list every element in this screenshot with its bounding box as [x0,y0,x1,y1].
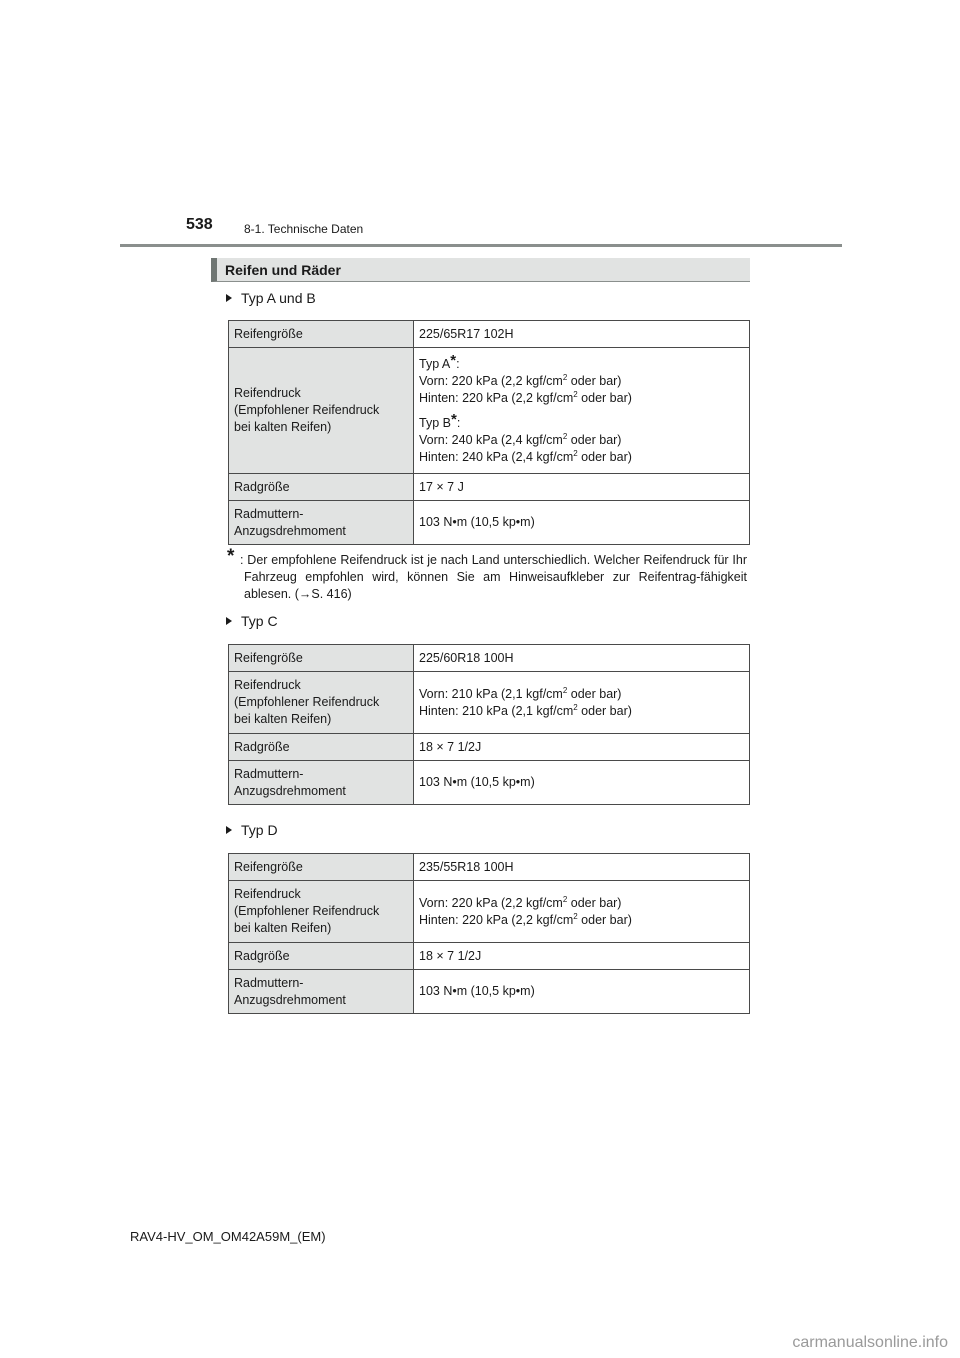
spec-table-d [228,853,750,1014]
superscript: 2 [573,702,578,712]
table-row [229,943,750,970]
row-label: Radmuttern- Anzugsdrehmoment [229,761,414,805]
triangle-bullet-icon [226,294,232,302]
table-row [229,474,750,501]
header-rule [120,244,842,247]
row-value: 235/55R18 100H [414,854,750,881]
pressure-front: Vorn: 220 kPa (2,2 kgf/cm [419,373,563,388]
pressure-front: Vorn: 210 kPa (2,1 kgf/cm [419,686,563,701]
table-row [229,761,750,805]
variant-heading-d [226,822,278,838]
row-label: Reifengröße [229,645,414,672]
row-value: 225/65R17 102H [414,321,750,348]
chapter-title: 8-1. Technische Daten [244,222,364,236]
row-value: 17 × 7 J [414,474,750,501]
superscript: 2 [573,911,578,921]
pressure-rear: Hinten: 220 kPa (2,2 kgf/cm [419,390,574,405]
superscript: 2 [562,372,568,382]
row-value [414,881,750,943]
type-label: Typ B [419,415,451,430]
row-label: Radgröße [229,474,414,501]
triangle-bullet-icon [226,826,232,834]
row-label: Reifengröße [229,321,414,348]
unit-tail: oder bar) [567,432,622,447]
unit-tail: oder bar) [577,390,632,405]
variant-heading-ab [226,290,316,306]
variant-label: Typ D [241,822,278,838]
spec-table-ab [228,320,750,545]
row-label: Radgröße [229,734,414,761]
row-label: Radgröße [229,943,414,970]
type-label: Typ A [419,356,451,371]
table-row [229,672,750,734]
watermark-text: carmanualsonline.info [792,1334,948,1351]
table-row [229,348,750,474]
unit-tail: oder bar) [567,686,622,701]
superscript: 2 [562,685,568,695]
superscript: 2 [573,448,578,458]
row-value: 18 × 7 1/2J [414,734,750,761]
superscript: 2 [573,389,578,399]
row-value [414,672,750,734]
unit-tail: oder bar) [577,449,632,464]
superscript: 2 [562,894,568,904]
table-row [229,321,750,348]
section-heading [211,258,750,282]
row-label: Reifendruck (Empfohlener Reifendruck bei kalten Reifen) [229,881,414,943]
row-label: Radmuttern- Anzugsdrehmoment [229,501,414,545]
footnote-text: : Der empfohlene Reifendruck ist je nach Land unterschiedlich. Welcher Reifendruck für Ihr Fahrzeug empfohlen wird, können Sie am Hinweisaufkleber zur Reifentrag-fähigkeit ablesen. (→S. 416) [240,553,747,601]
pressure-rear: Hinten: 240 kPa (2,4 kgf/cm [419,449,574,464]
row-label: Radmuttern- Anzugsdrehmoment [229,970,414,1014]
variant-label: Typ A und B [241,290,316,306]
row-value: 18 × 7 1/2J [414,943,750,970]
unit-tail: oder bar) [577,703,632,718]
pressure-group-b [419,410,744,466]
row-value: 103 N•m (10,5 kp•m) [414,761,750,805]
table-row [229,854,750,881]
pressure-rear: Hinten: 210 kPa (2,1 kgf/cm [419,703,574,718]
pressure-group-a [419,351,744,407]
footnote-asterisk: * [227,546,235,567]
pressure-rear: Hinten: 220 kPa (2,2 kgf/cm [419,912,574,927]
type-suffix: : [456,356,460,371]
table-row [229,734,750,761]
superscript: 2 [562,431,568,441]
table-row [229,645,750,672]
asterisk-mark: * [450,351,457,369]
row-label: Reifendruck (Empfohlener Reifendruck bei kalten Reifen) [229,672,414,734]
unit-tail: oder bar) [567,373,622,388]
pressure-front: Vorn: 220 kPa (2,2 kgf/cm [419,895,563,910]
table-row [229,970,750,1014]
table-row [229,501,750,545]
row-label: Reifendruck (Empfohlener Reifendruck bei kalten Reifen) [229,348,414,474]
asterisk-mark: * [450,410,457,428]
variant-label: Typ C [241,613,278,629]
row-value: 225/60R18 100H [414,645,750,672]
table-row [229,881,750,943]
pressure-front: Vorn: 240 kPa (2,4 kgf/cm [419,432,563,447]
unit-tail: oder bar) [577,912,632,927]
triangle-bullet-icon [226,617,232,625]
document-code: RAV4-HV_OM_OM42A59M_(EM) [130,1229,326,1244]
unit-tail: oder bar) [567,895,622,910]
type-suffix: : [456,415,461,430]
spec-table-c [228,644,750,805]
section-heading-text: Reifen und Räder [225,262,341,278]
footnote [227,546,747,603]
row-value: 103 N•m (10,5 kp•m) [414,501,750,545]
row-value [414,348,750,474]
row-value: 103 N•m (10,5 kp•m) [414,970,750,1014]
row-label: Reifengröße [229,854,414,881]
page-number: 538 [186,216,213,233]
variant-heading-c [226,613,278,629]
